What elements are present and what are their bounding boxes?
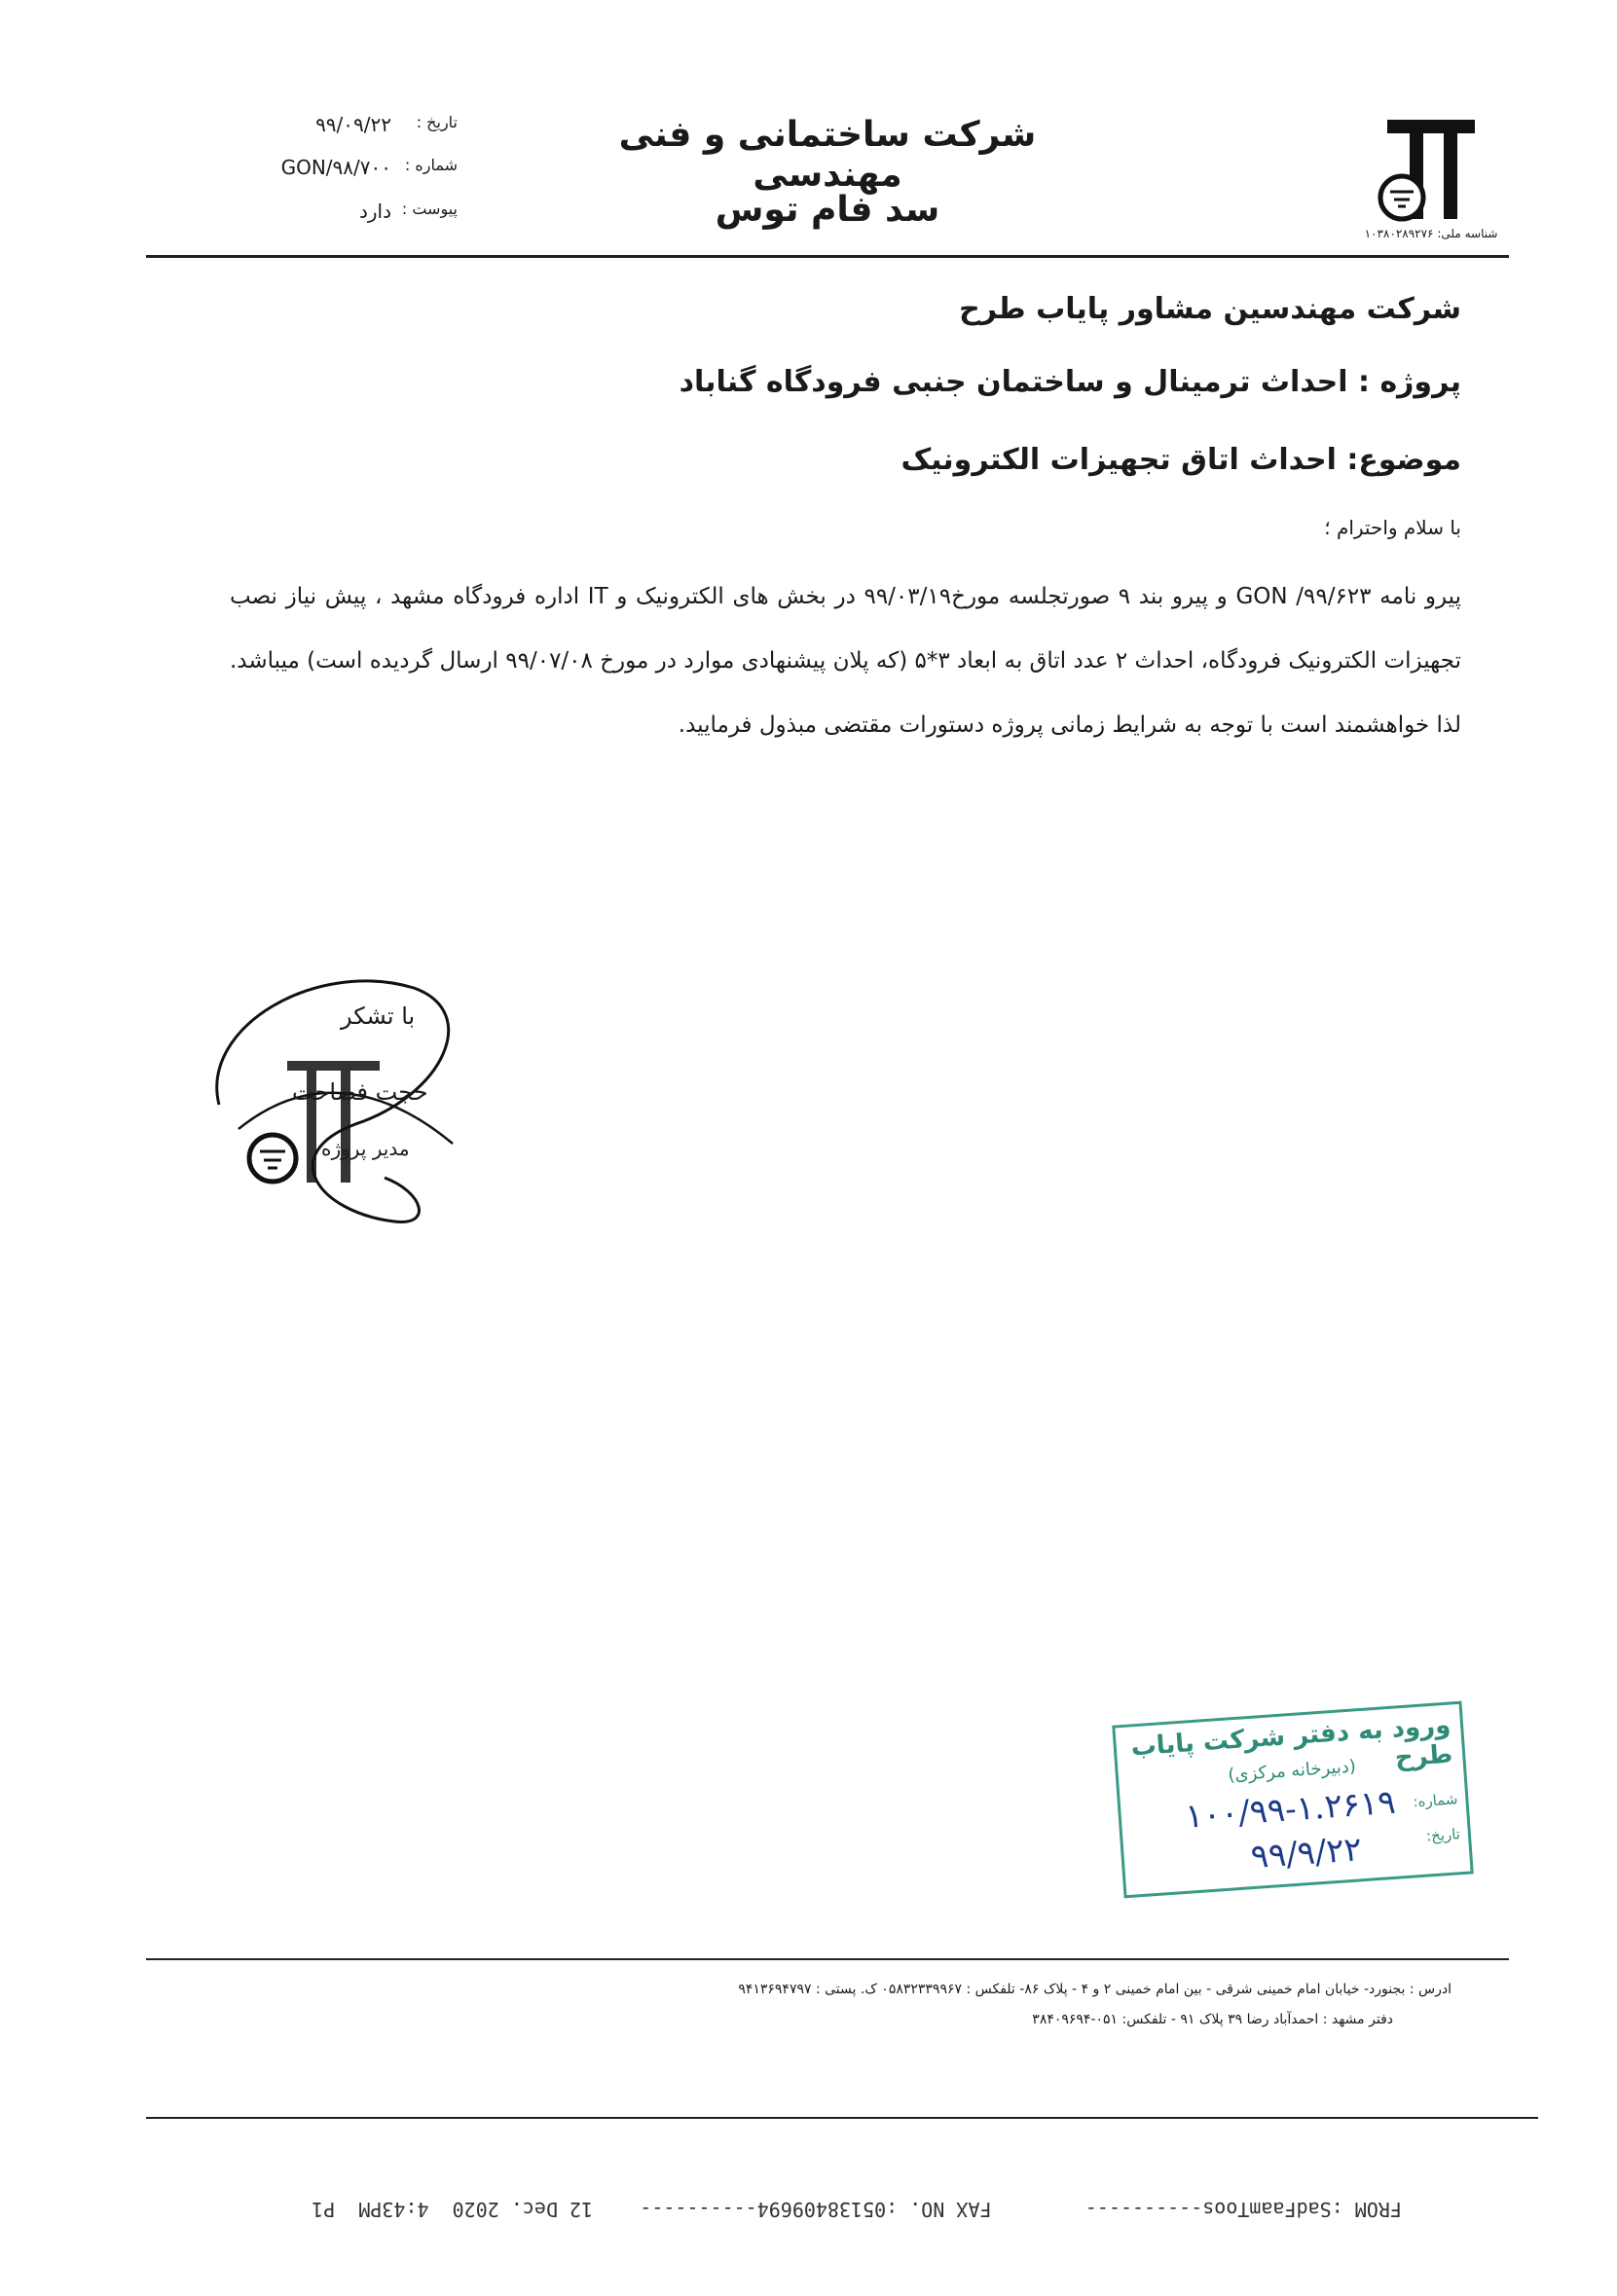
project-line: پروژه : احداث ترمینال و ساختمان جنبی فرودگاه گناباد xyxy=(679,365,1461,399)
number-label: شماره : xyxy=(404,156,458,174)
meta-number xyxy=(214,156,458,189)
meta-date xyxy=(214,113,458,146)
recipient: شرکت مهندسین مشاور پایاب طرح xyxy=(959,292,1461,326)
letter-body: پیرو نامه ۹۹/۶۲۳/ GON و پیرو بند ۹ صورتجلسه مورخ۹۹/۰۳/۱۹ در بخش های الکترونیک و IT اداره فرودگاه مشهد ، پیش نیاز نصب تجهیزات الکترونیک فرودگاه، احداث ۲ عدد اتاق به ابعاد ۳*۵ (که پلان پیشنهادی موارد در مورخ ۹۹/۰۷/۰۸ ارسال گردیده است) میباشد. لذا خواهشمند است با توجه به شرایط زمانی پروژه دستورات مقتضی مبذول فرمایید. xyxy=(230,584,1462,738)
signer-name: حجت فصاحت xyxy=(292,1078,428,1106)
attachment-value: دارد xyxy=(358,200,391,223)
receipt-stamp xyxy=(1112,1701,1474,1899)
company-subtitle: سد فام توس xyxy=(715,190,940,230)
footer-address-mashhad: دفتر مشهد : احمدآباد رضا ۳۹ پلاک ۹۱ - تلفکس: ۰۵۱-۳۸۴۰۹۶۹۴ xyxy=(1032,2012,1393,2027)
subject-line: موضوع: احداث اتاق تجهیزات الکترونیک xyxy=(900,443,1461,477)
receipt-number-label: شماره: xyxy=(1412,1790,1458,1811)
date-value: ۹۹/۰۹/۲۲ xyxy=(315,113,391,136)
meta-attachment xyxy=(214,200,458,233)
receipt-number-value: ۱۰۰/۹۹-۱.۲۶۱۹ xyxy=(1184,1782,1397,1837)
header-divider xyxy=(146,255,1509,258)
signature-closing: با تشکر xyxy=(341,1002,416,1030)
company-title: شرکت ساختمانی و فنی مهندسی xyxy=(618,115,1037,195)
footer-address-main: ادرس : بجنورد- خیابان امام خمینی شرقی - بین امام خمینی ۲ و ۴ - پلاک ۸۶- تلفکس : ۰۵۸۳۲۳۳۹۹۶۷ ک. پستی : ۹۴۱۳۶۹۴۷۹۷ xyxy=(738,1982,1452,1997)
receipt-stamp-title: ورود به دفتر شرکت پایاب طرح xyxy=(1129,1710,1454,1773)
attachment-label: پیوست : xyxy=(401,200,458,218)
footer-divider xyxy=(146,1958,1509,1960)
signer-role: مدیر پروژه xyxy=(321,1137,410,1160)
greeting: با سلام واحترام ؛ xyxy=(1324,516,1461,539)
receipt-date-value: ۹۹/۹/۲۲ xyxy=(1249,1830,1364,1877)
logo-registration: شناسه ملی: ۱۰۳۸۰۲۸۹۲۷۶ xyxy=(1364,227,1498,240)
receipt-stamp-subtitle: (دبیرخانه مرکزی) xyxy=(1227,1756,1357,1786)
footer-bottom-divider xyxy=(146,2117,1538,2119)
number-value: GON/۹۸/۷۰۰ xyxy=(280,156,391,179)
date-label: تاریخ : xyxy=(416,113,458,131)
fax-header-line: FROM :SadFaamToos---------- FAX NO. :05138409694---------- 12 Dec. 2020 4:43PM P1 xyxy=(312,2198,1402,2221)
receipt-date-label: تاریخ: xyxy=(1425,1825,1461,1845)
company-logo xyxy=(1358,112,1504,238)
